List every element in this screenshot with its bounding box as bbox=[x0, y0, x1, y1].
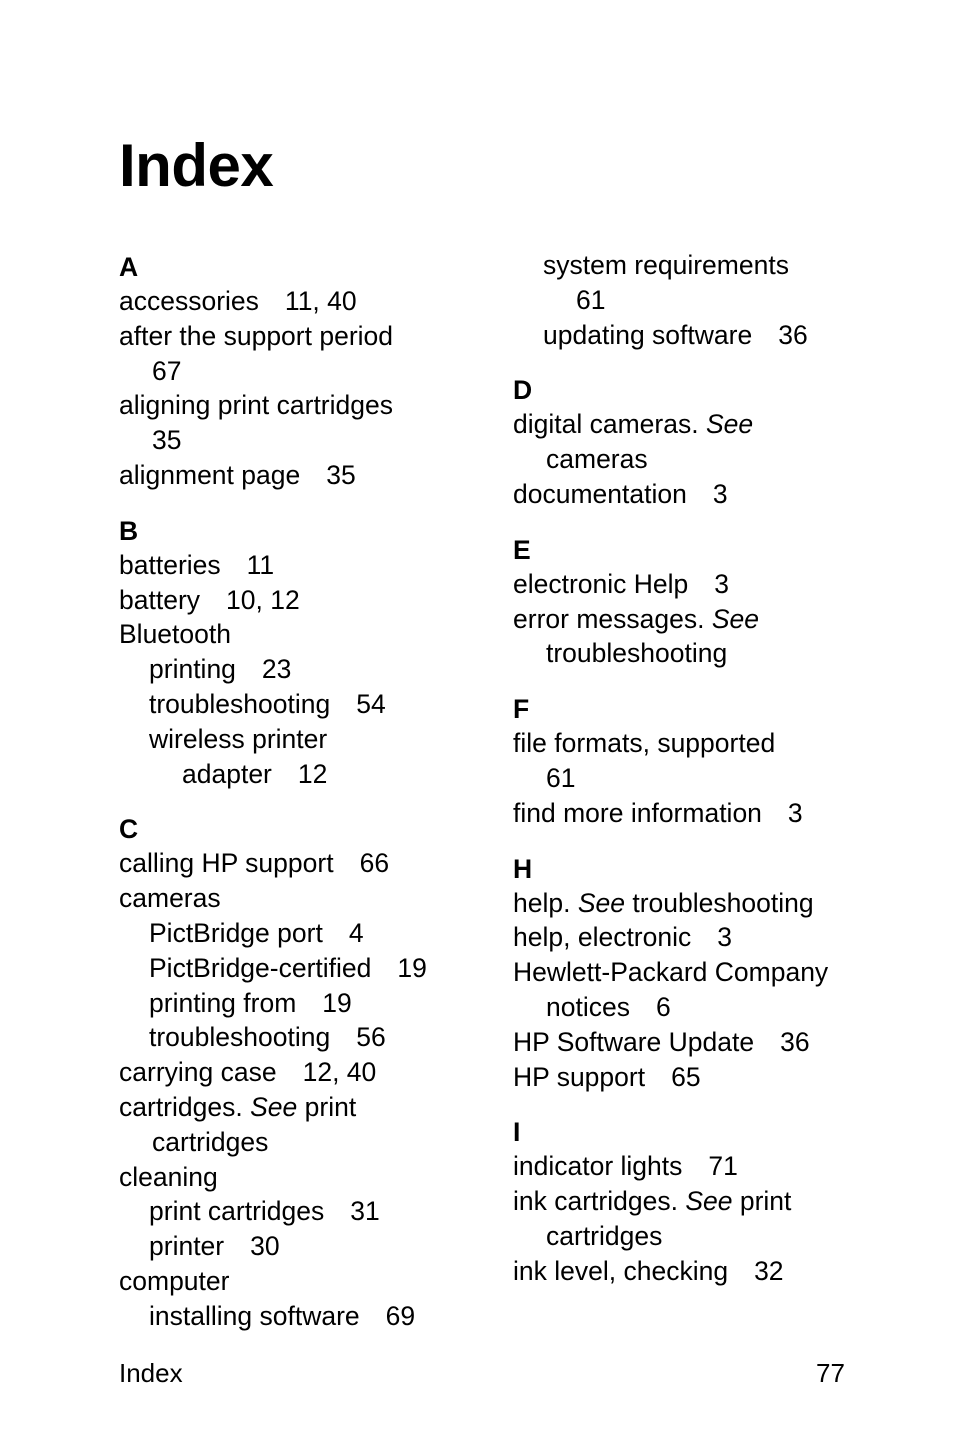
index-entry: error messages. See bbox=[513, 603, 759, 634]
footer-page-number: 77 bbox=[816, 1358, 845, 1388]
footer-section-label: Index bbox=[119, 1358, 183, 1388]
index-subentry: print cartridges 31 bbox=[149, 1196, 380, 1227]
index-entry: HP Software Update 36 bbox=[513, 1026, 810, 1057]
index-letter-i: I bbox=[513, 1117, 521, 1148]
index-entry: computer bbox=[119, 1265, 230, 1296]
index-entry: Hewlett-Packard Company bbox=[513, 957, 829, 988]
index-entry-cont: troubleshooting bbox=[546, 638, 728, 669]
index-subentry: printing 23 bbox=[149, 654, 292, 685]
index-entry: help, electronic 3 bbox=[513, 922, 732, 953]
index-entry: electronic Help 3 bbox=[513, 568, 730, 599]
index-subentry: troubleshooting 56 bbox=[149, 1022, 386, 1053]
index-subentry: updating software 36 bbox=[543, 319, 808, 350]
index-letter-b: B bbox=[119, 515, 139, 546]
index-subentry-cont: adapter 12 bbox=[182, 758, 328, 789]
index-entry: digital cameras. See bbox=[513, 409, 754, 440]
index-subentry: installing software 69 bbox=[149, 1300, 416, 1331]
index-entry: documentation 3 bbox=[513, 478, 728, 509]
index-entry: accessories 11, 40 bbox=[119, 286, 357, 316]
index-entry: battery 10, 12 bbox=[119, 584, 300, 615]
index-column-right bbox=[513, 248, 873, 1289]
index-entry: Bluetooth bbox=[119, 619, 231, 650]
index-letter-e: E bbox=[513, 534, 531, 565]
index-entry: help. See troubleshooting bbox=[513, 887, 814, 918]
index-entry: ink cartridges. See print bbox=[513, 1186, 792, 1217]
index-entry-cont: cartridges bbox=[152, 1126, 269, 1157]
index-entry: file formats, supported bbox=[513, 728, 776, 759]
index-letter-a: A bbox=[119, 252, 139, 282]
index-entry: alignment page 35 bbox=[119, 459, 356, 490]
index-subentry: printer 30 bbox=[149, 1231, 280, 1262]
index-subentry-pages: 61 bbox=[576, 284, 606, 315]
index-entry: cameras bbox=[119, 883, 221, 914]
index-letter-f: F bbox=[513, 694, 530, 725]
index-entry-cont: cartridges bbox=[546, 1220, 663, 1251]
index-entry: batteries 11 bbox=[119, 549, 275, 580]
index-entry-cont: notices 6 bbox=[546, 991, 671, 1022]
index-entry-pages: 35 bbox=[152, 425, 182, 456]
index-entry-pages: 61 bbox=[546, 762, 576, 793]
index-entry: indicator lights 71 bbox=[513, 1151, 738, 1182]
index-entry: cartridges. See print bbox=[119, 1091, 357, 1122]
index-subentry: PictBridge port 4 bbox=[149, 917, 364, 948]
index-entry: carrying case 12, 40 bbox=[119, 1057, 377, 1088]
index-entry: ink level, checking 32 bbox=[513, 1255, 784, 1286]
index-entry-cont: cameras bbox=[546, 444, 648, 475]
index-entry-pages: 67 bbox=[152, 355, 182, 386]
index-letter-c: C bbox=[119, 814, 139, 845]
index-subentry: troubleshooting 54 bbox=[149, 688, 386, 719]
index-entry: find more information 3 bbox=[513, 797, 803, 828]
page-title: Index bbox=[119, 132, 274, 199]
index-subentry: system requirements bbox=[543, 250, 789, 280]
index-subentry: printing from 19 bbox=[149, 987, 352, 1018]
index-subentry: wireless printer bbox=[149, 723, 328, 754]
index-letter-h: H bbox=[513, 853, 533, 884]
index-entry: cleaning bbox=[119, 1161, 218, 1192]
index-subentry: PictBridge-certified 19 bbox=[149, 952, 427, 983]
index-entry: aligning print cartridges bbox=[119, 390, 393, 421]
index-letter-d: D bbox=[513, 375, 533, 406]
index-entry: after the support period bbox=[119, 320, 394, 351]
index-column-left bbox=[119, 248, 479, 1334]
index-entry: HP support 65 bbox=[513, 1061, 701, 1092]
index-entry: calling HP support 66 bbox=[119, 848, 390, 879]
